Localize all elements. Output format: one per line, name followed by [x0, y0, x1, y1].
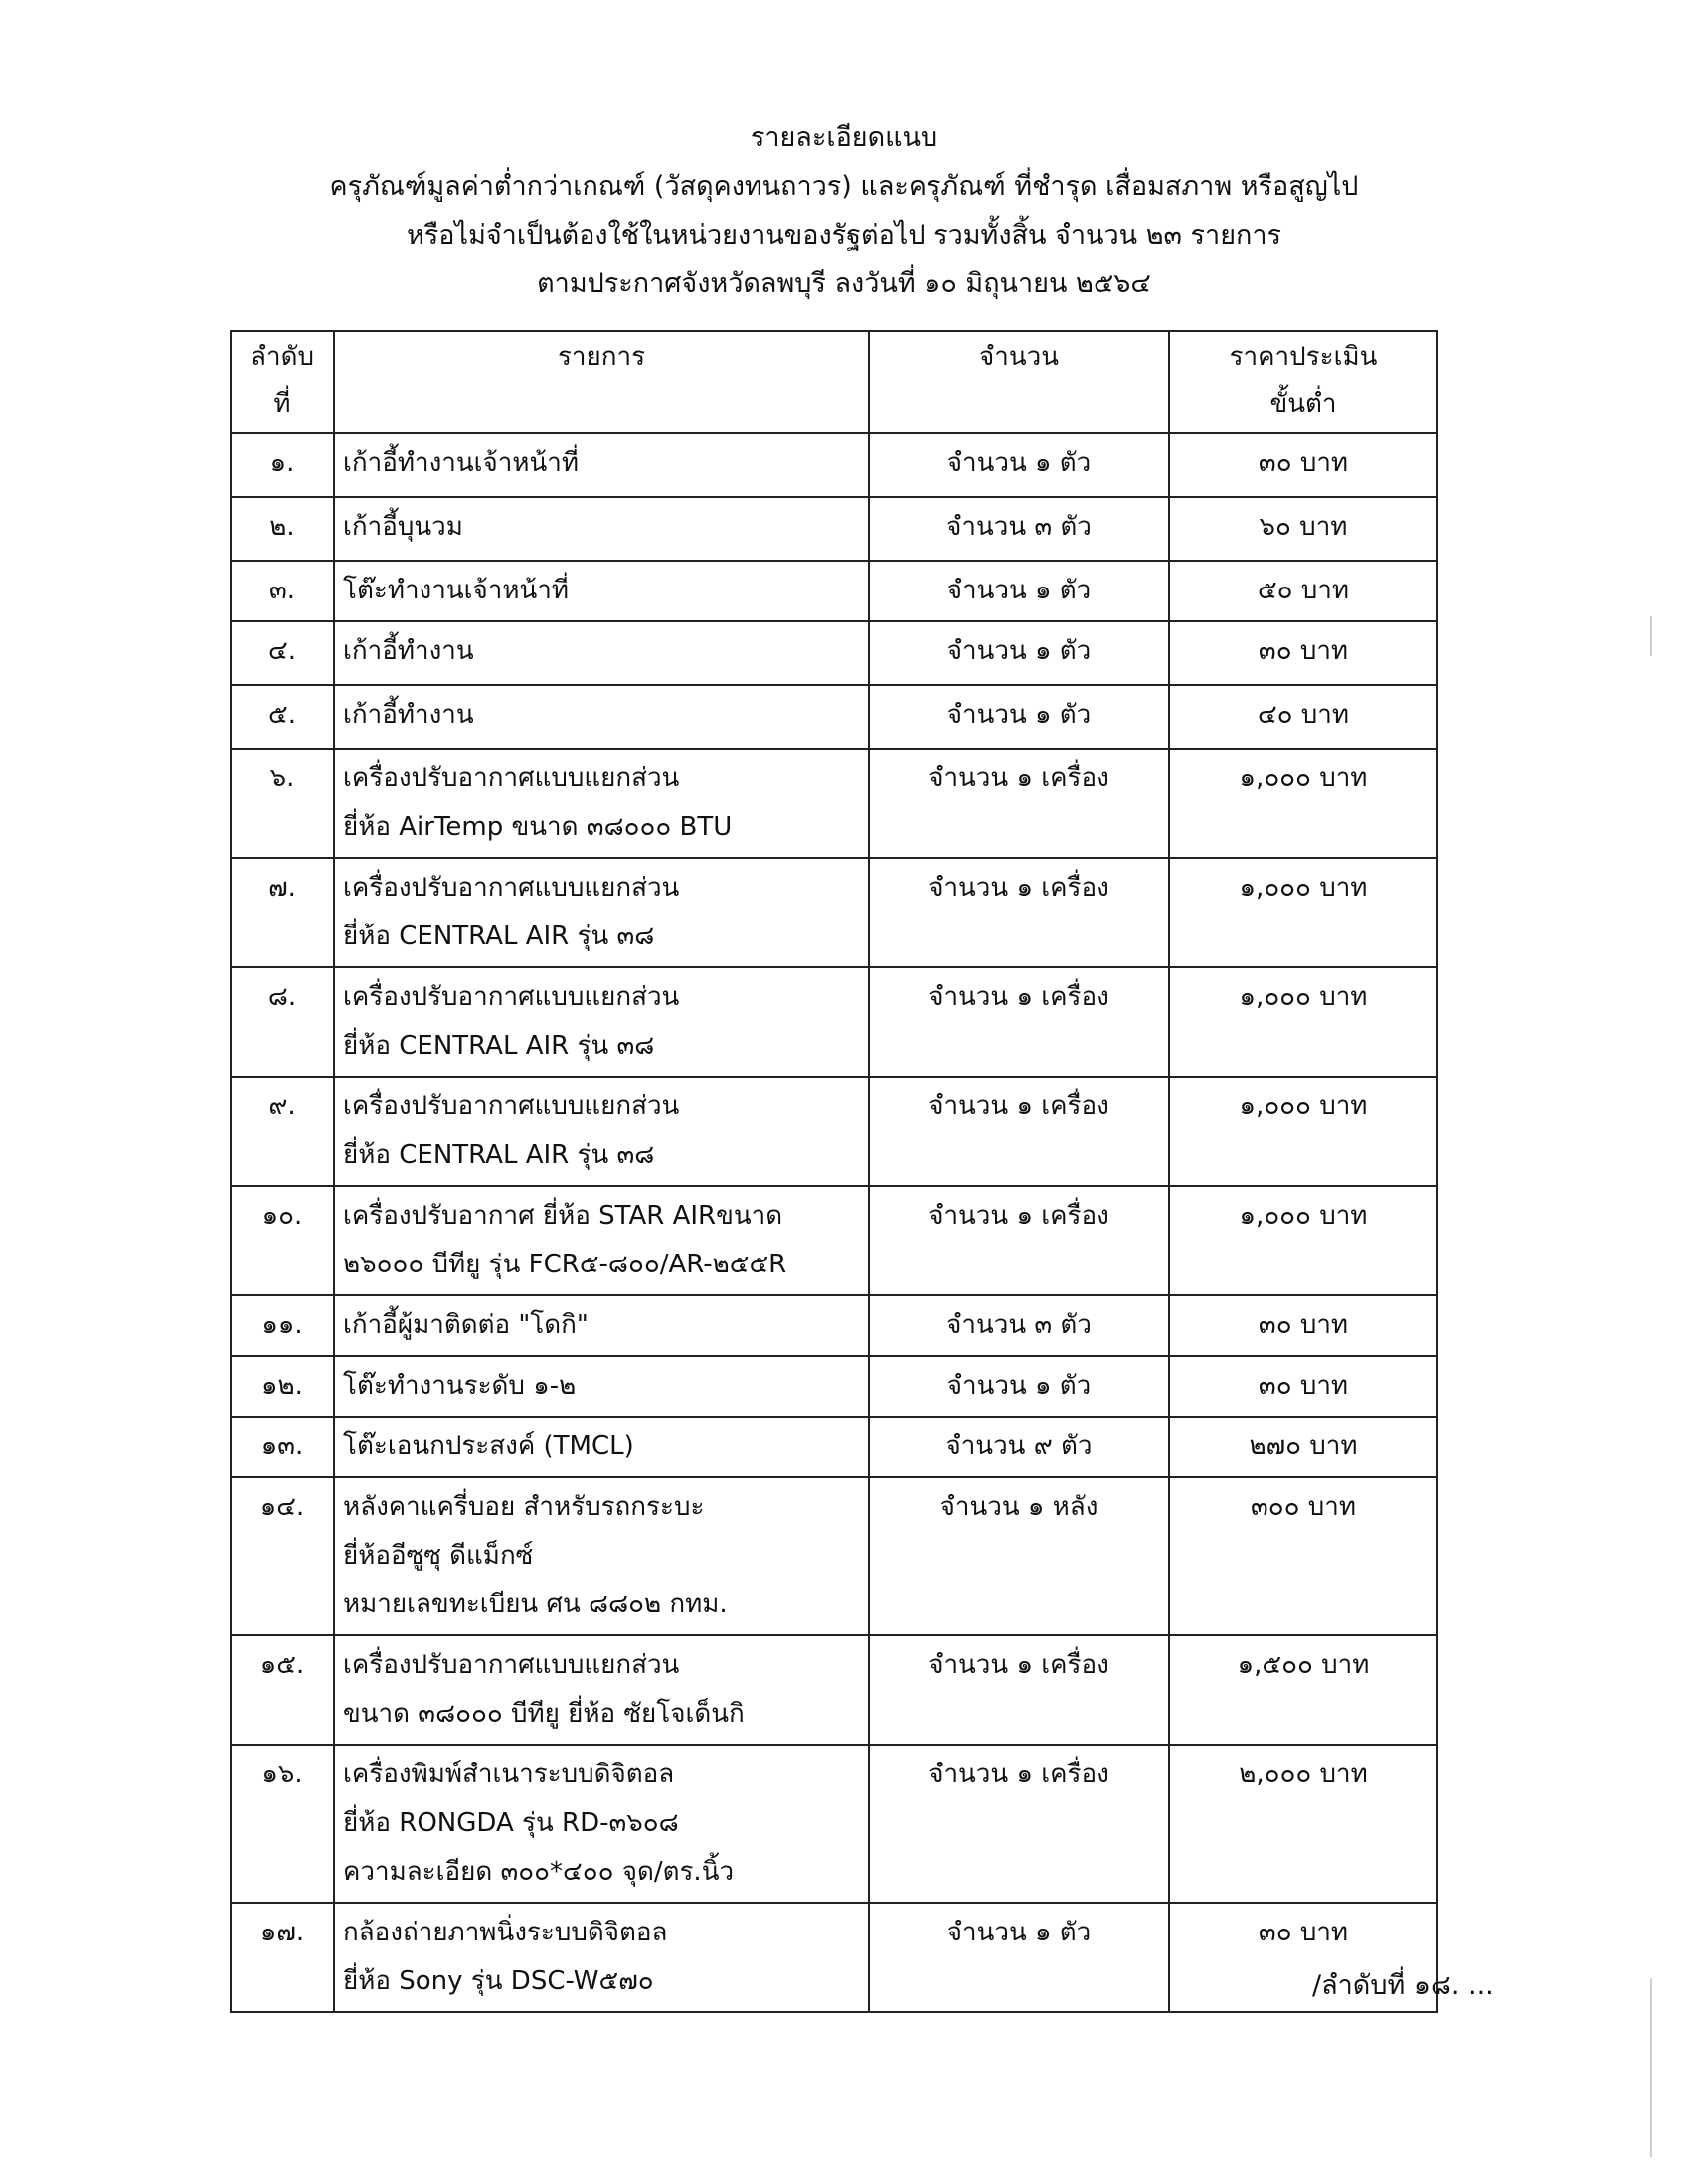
row-item: [334, 1417, 869, 1477]
header-line-4: ตามประกาศจังหวัดลพบุรี ลงวันที่ ๑๐ มิถุนายน ๒๕๖๔: [537, 268, 1151, 299]
row-number: ๑๖.: [231, 1745, 334, 1903]
row-item: [334, 1077, 869, 1186]
table-row: [231, 561, 1437, 621]
row-item-line: โต๊ะทำงานระดับ ๑-๒: [343, 1371, 577, 1401]
row-price: ๓๐ บาท: [1169, 1295, 1437, 1356]
row-quantity: จำนวน ๑ หลัง: [869, 1477, 1169, 1635]
row-price: ๔๐ บาท: [1169, 685, 1437, 749]
row-quantity: จำนวน ๑ เครื่อง: [869, 1077, 1169, 1186]
row-price: ๒,๐๐๐ บาท: [1169, 1745, 1437, 1903]
row-item: [334, 749, 869, 858]
row-quantity: จำนวน ๑ ตัว: [869, 1356, 1169, 1417]
header-line-3: หรือไม่จำเป็นต้องใช้ในหน่วยงานของรัฐต่อไป รวมทั้งสิ้น จำนวน ๒๓ รายการ: [406, 220, 1282, 251]
document-header: [0, 113, 1688, 308]
row-item: [334, 433, 869, 497]
table-row: [231, 1356, 1437, 1417]
row-price: ๓๐ บาท: [1169, 433, 1437, 497]
row-item-line: ยี่ห้อ RONGDA รุ่น RD-๓๖๐๘: [343, 1808, 679, 1838]
table-row: [231, 685, 1437, 749]
row-price: ๖๐ บาท: [1169, 497, 1437, 561]
row-quantity: จำนวน ๓ ตัว: [869, 1295, 1169, 1356]
table-row: [231, 621, 1437, 685]
row-item: [334, 858, 869, 967]
row-price: ๑,๐๐๐ บาท: [1169, 749, 1437, 858]
row-number: ๑๐.: [231, 1186, 334, 1295]
row-number: ๘.: [231, 967, 334, 1077]
row-item-line: เครื่องปรับอากาศแบบแยกส่วน: [343, 1650, 680, 1680]
scan-margin-mark: [1650, 1978, 1652, 2157]
row-quantity: จำนวน ๑ เครื่อง: [869, 749, 1169, 858]
row-item-line: โต๊ะเอนกประสงค์ (TMCL): [343, 1431, 634, 1461]
row-number: ๕.: [231, 685, 334, 749]
continuation-note: /ลำดับที่ ๑๘. ...: [1312, 1970, 1494, 2001]
row-number: ๔.: [231, 621, 334, 685]
row-price: ๑,๐๐๐ บาท: [1169, 1186, 1437, 1295]
items-table: [230, 330, 1438, 2013]
row-price: ๒๗๐ บาท: [1169, 1417, 1437, 1477]
row-quantity: จำนวน ๙ ตัว: [869, 1417, 1169, 1477]
row-quantity: จำนวน ๑ เครื่อง: [869, 1745, 1169, 1903]
row-item-line: ยี่ห้อ CENTRAL AIR รุ่น ๓๘: [343, 1031, 655, 1061]
table-row: [231, 858, 1437, 967]
column-header-price-line2: ขั้นต่ำ: [1269, 389, 1337, 419]
table-row: [231, 1477, 1437, 1635]
row-price: ๑,๐๐๐ บาท: [1169, 858, 1437, 967]
row-item-line: เก้าอี้ผู้มาติดต่อ "โดกิ": [343, 1310, 589, 1340]
column-header-price-line1: ราคาประเมิน: [1229, 342, 1378, 372]
row-price: ๑,๕๐๐ บาท: [1169, 1635, 1437, 1745]
column-header-price: [1169, 331, 1437, 433]
row-item-line: เครื่องปรับอากาศแบบแยกส่วน: [343, 1092, 680, 1121]
row-quantity: จำนวน ๑ เครื่อง: [869, 967, 1169, 1077]
row-item-line: ยี่ห้อ CENTRAL AIR รุ่น ๓๘: [343, 922, 655, 951]
row-item: [334, 967, 869, 1077]
table-row: [231, 1077, 1437, 1186]
row-price: ๓๐ บาท: [1169, 1356, 1437, 1417]
row-quantity: จำนวน ๑ ตัว: [869, 1903, 1169, 2012]
column-header-item: รายการ: [334, 331, 869, 433]
row-item-line: ความละเอียด ๓๐๐*๔๐๐ จุด/ตร.นิ้ว: [343, 1857, 735, 1887]
table-row: [231, 1903, 1437, 2012]
row-quantity: จำนวน ๓ ตัว: [869, 497, 1169, 561]
row-number: ๑๕.: [231, 1635, 334, 1745]
row-item: [334, 1356, 869, 1417]
row-item: [334, 1635, 869, 1745]
row-number: ๗.: [231, 858, 334, 967]
row-quantity: จำนวน ๑ เครื่อง: [869, 1635, 1169, 1745]
row-number: ๑๑.: [231, 1295, 334, 1356]
row-item-line: ขนาด ๓๘๐๐๐ บีทียู ยี่ห้อ ซัยโจเด็นกิ: [343, 1699, 745, 1729]
row-item-line: กล้องถ่ายภาพนิ่งระบบดิจิตอล: [343, 1918, 668, 1947]
row-number: ๙.: [231, 1077, 334, 1186]
column-header-qty: จำนวน: [869, 331, 1169, 433]
row-item-line: เครื่องพิมพ์สำเนาระบบดิจิตอล: [343, 1760, 675, 1789]
row-quantity: จำนวน ๑ ตัว: [869, 561, 1169, 621]
row-number: ๑๓.: [231, 1417, 334, 1477]
table-row: [231, 1745, 1437, 1903]
row-item-line: เครื่องปรับอากาศแบบแยกส่วน: [343, 873, 680, 903]
row-item-line: หลังคาแครี่บอย สำหรับรถกระบะ: [343, 1492, 705, 1522]
row-number: ๓.: [231, 561, 334, 621]
row-item: [334, 621, 869, 685]
row-item-line: เก้าอี้ทำงาน: [343, 636, 474, 666]
header-line-2: ครุภัณฑ์มูลค่าต่ำกว่าเกณฑ์ (วัสดุคงทนถาวร) และครุภัณฑ์ ที่ชำรุด เสื่อมสภาพ หรือสูญไป: [329, 171, 1359, 202]
row-item: [334, 1477, 869, 1635]
row-price: ๑,๐๐๐ บาท: [1169, 1077, 1437, 1186]
table-row: [231, 967, 1437, 1077]
row-number: ๑๗.: [231, 1903, 334, 2012]
column-header-no-line1: ลำดับ: [251, 342, 314, 372]
row-item-line: เครื่องปรับอากาศแบบแยกส่วน: [343, 982, 680, 1012]
row-number: ๑๔.: [231, 1477, 334, 1635]
row-item-line: เก้าอี้บุนวม: [343, 512, 463, 542]
table-row: [231, 433, 1437, 497]
table-row: [231, 1186, 1437, 1295]
row-price: ๓๐๐ บาท: [1169, 1477, 1437, 1635]
column-header-no-line2: ที่: [273, 389, 291, 419]
row-item: [334, 1745, 869, 1903]
row-quantity: จำนวน ๑ เครื่อง: [869, 1186, 1169, 1295]
row-item: [334, 1186, 869, 1295]
row-quantity: จำนวน ๑ ตัว: [869, 433, 1169, 497]
row-price: ๕๐ บาท: [1169, 561, 1437, 621]
row-item-line: เครื่องปรับอากาศ ยี่ห้อ STAR AIRขนาด: [343, 1201, 783, 1231]
row-item: [334, 497, 869, 561]
table-row: [231, 749, 1437, 858]
table-body: [231, 433, 1437, 2012]
row-item: [334, 685, 869, 749]
table-row: [231, 497, 1437, 561]
row-item-line: หมายเลขทะเบียน ศน ๘๘๐๒ กทม.: [343, 1590, 728, 1619]
row-number: ๒.: [231, 497, 334, 561]
row-item-line: เก้าอี้ทำงานเจ้าหน้าที่: [343, 448, 580, 478]
row-item-line: ยี่ห้ออีซูซุ ดีแม็กซ์: [343, 1541, 534, 1571]
row-quantity: จำนวน ๑ ตัว: [869, 621, 1169, 685]
row-item-line: เครื่องปรับอากาศแบบแยกส่วน: [343, 763, 680, 793]
row-price: ๓๐ บาท: [1169, 1903, 1437, 2012]
table-row: [231, 1295, 1437, 1356]
table-row: [231, 1635, 1437, 1745]
row-item: [334, 1903, 869, 2012]
scan-margin-mark: [1650, 616, 1652, 656]
row-item: [334, 561, 869, 621]
row-number: ๑๒.: [231, 1356, 334, 1417]
row-item-line: ยี่ห้อ AirTemp ขนาด ๓๘๐๐๐ BTU: [343, 812, 733, 842]
header-line-1: รายละเอียดแนบ: [750, 122, 938, 153]
row-price: ๑,๐๐๐ บาท: [1169, 967, 1437, 1077]
row-number: ๖.: [231, 749, 334, 858]
row-quantity: จำนวน ๑ ตัว: [869, 685, 1169, 749]
table-header-row: [231, 331, 1437, 433]
row-item-line: โต๊ะทำงานเจ้าหน้าที่: [343, 576, 569, 605]
column-header-no: [231, 331, 334, 433]
row-price: ๓๐ บาท: [1169, 621, 1437, 685]
row-item-line: ยี่ห้อ Sony รุ่น DSC-W๕๗๐: [343, 1966, 654, 1996]
row-quantity: จำนวน ๑ เครื่อง: [869, 858, 1169, 967]
row-item-line: ยี่ห้อ CENTRAL AIR รุ่น ๓๘: [343, 1140, 655, 1170]
row-item-line: ๒๖๐๐๐ บีทียู รุ่น FCR๕-๘๐๐/AR-๒๕๕R: [343, 1250, 787, 1279]
table-row: [231, 1417, 1437, 1477]
row-number: ๑.: [231, 433, 334, 497]
row-item-line: เก้าอี้ทำงาน: [343, 700, 474, 730]
row-item: [334, 1295, 869, 1356]
